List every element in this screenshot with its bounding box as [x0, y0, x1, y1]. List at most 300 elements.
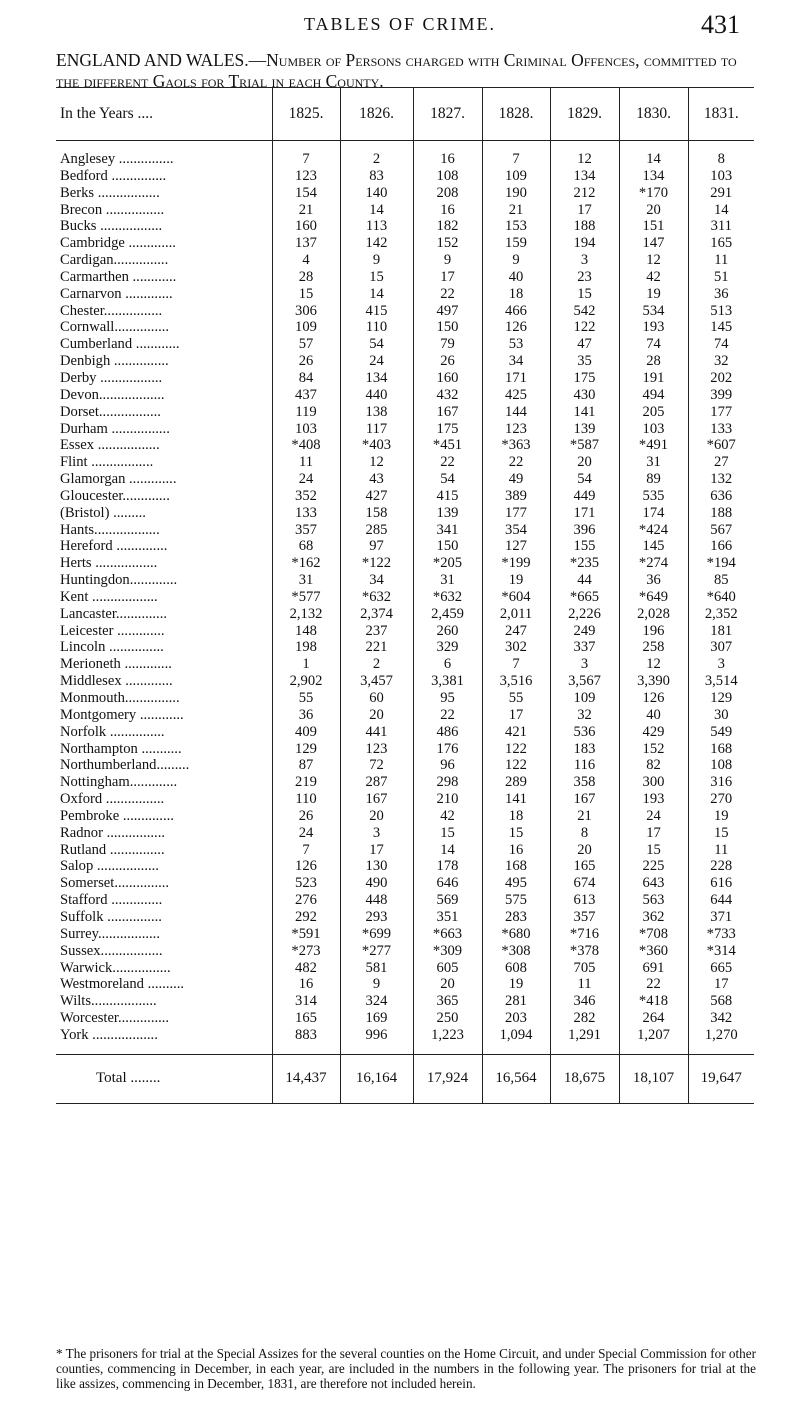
table-cell: 79 — [413, 336, 482, 353]
table-cell: 221 — [340, 639, 413, 656]
table-cell: *451 — [413, 437, 482, 454]
table-cell: 110 — [272, 791, 340, 808]
table-cell: 14 — [413, 842, 482, 859]
table-cell: 883 — [272, 1027, 340, 1044]
table-heading — [56, 50, 756, 92]
table-row — [56, 656, 754, 673]
table-cell: 150 — [413, 319, 482, 336]
table-cell: 181 — [688, 623, 754, 640]
table-cell: 7 — [272, 842, 340, 859]
table-cell: 581 — [340, 960, 413, 977]
table-cell: *591 — [272, 926, 340, 943]
table-cell: 49 — [482, 471, 550, 488]
table-cell: 22 — [413, 286, 482, 303]
table-cell: 9 — [482, 252, 550, 269]
table-cell: 133 — [688, 421, 754, 438]
table-cell: *663 — [413, 926, 482, 943]
table-cell: 109 — [482, 168, 550, 185]
table-cell: 138 — [340, 404, 413, 421]
table-cell: 177 — [688, 404, 754, 421]
table-cell: 160 — [272, 218, 340, 235]
table-cell: 311 — [688, 218, 754, 235]
table-cell: 35 — [550, 353, 619, 370]
table-cell: 486 — [413, 724, 482, 741]
spacer-row — [56, 141, 754, 152]
table-cell: 139 — [413, 505, 482, 522]
county-name: Derby ................. — [60, 369, 163, 386]
total-label: Total ........ — [56, 1054, 272, 1103]
county-name: Surrey................. — [60, 925, 160, 942]
table-cell: *363 — [482, 437, 550, 454]
table-cell: 608 — [482, 960, 550, 977]
year-header: 1829. — [550, 88, 619, 141]
spacer-row — [56, 1044, 754, 1055]
table-cell: 32 — [688, 353, 754, 370]
table-cell: 40 — [619, 707, 688, 724]
table-cell: 117 — [340, 421, 413, 438]
table-row — [56, 353, 754, 370]
county-name: Worcester.............. — [60, 1010, 170, 1027]
table-cell: 122 — [550, 319, 619, 336]
table-cell: *309 — [413, 943, 482, 960]
table-cell: 441 — [340, 724, 413, 741]
crime-table — [56, 87, 754, 1104]
table-cell: *587 — [550, 437, 619, 454]
table-cell: 191 — [619, 370, 688, 387]
table-cell: 160 — [413, 370, 482, 387]
table-cell: 691 — [619, 960, 688, 977]
table-cell: 177 — [482, 505, 550, 522]
table-cell: *699 — [340, 926, 413, 943]
table-cell: *649 — [619, 589, 688, 606]
table-row — [56, 252, 754, 269]
table-cell: 11 — [550, 976, 619, 993]
county-name: Cumberland ............ — [60, 336, 180, 353]
table-cell: 24 — [272, 471, 340, 488]
table-row — [56, 842, 754, 859]
county-name: Nottingham............. — [60, 774, 178, 791]
table-cell: 31 — [619, 454, 688, 471]
table-cell: 137 — [272, 235, 340, 252]
table-cell: *604 — [482, 589, 550, 606]
table-cell: 430 — [550, 387, 619, 404]
table-cell: 298 — [413, 774, 482, 791]
total-cell: 16,164 — [340, 1054, 413, 1103]
table-cell: 54 — [340, 336, 413, 353]
county-name: Leicester ............. — [60, 622, 165, 639]
table-cell: 2,459 — [413, 606, 482, 623]
table-cell: 108 — [688, 757, 754, 774]
table-cell: 7 — [482, 656, 550, 673]
table-cell: 425 — [482, 387, 550, 404]
table-cell: *273 — [272, 943, 340, 960]
table-cell: 167 — [340, 791, 413, 808]
table-cell: 1 — [272, 656, 340, 673]
table-row — [56, 572, 754, 589]
table-cell: 97 — [340, 538, 413, 555]
table-cell: 14 — [340, 202, 413, 219]
table-cell: 154 — [272, 185, 340, 202]
table-cell: 365 — [413, 993, 482, 1010]
county-name: Herts ................. — [60, 555, 158, 572]
table-cell: 159 — [482, 235, 550, 252]
table-row — [56, 454, 754, 471]
table-cell: 482 — [272, 960, 340, 977]
table-cell: 27 — [688, 454, 754, 471]
county-name: Merioneth ............. — [60, 656, 172, 673]
table-cell: 188 — [550, 218, 619, 235]
table-cell: 371 — [688, 909, 754, 926]
table-cell: 123 — [340, 741, 413, 758]
table-cell: 3,390 — [619, 673, 688, 690]
table-row — [56, 336, 754, 353]
header-row — [56, 88, 754, 141]
table-cell: 210 — [413, 791, 482, 808]
year-header: 1831. — [688, 88, 754, 141]
table-cell: *308 — [482, 943, 550, 960]
table-cell: 57 — [272, 336, 340, 353]
table-row — [56, 370, 754, 387]
table-cell: 133 — [272, 505, 340, 522]
year-header: 1825. — [272, 88, 340, 141]
table-cell: 674 — [550, 875, 619, 892]
total-row — [56, 1054, 754, 1103]
table-row — [56, 858, 754, 875]
table-cell: 23 — [550, 269, 619, 286]
table-cell: 12 — [340, 454, 413, 471]
county-name: Durham ................ — [60, 420, 170, 437]
table-cell: 523 — [272, 875, 340, 892]
table-row — [56, 909, 754, 926]
table-cell: 14 — [619, 151, 688, 168]
table-cell: 291 — [688, 185, 754, 202]
table-cell: 83 — [340, 168, 413, 185]
county-name: Anglesey ............... — [60, 151, 174, 167]
table-cell: 103 — [688, 168, 754, 185]
table-cell: 145 — [619, 538, 688, 555]
table-cell: 36 — [272, 707, 340, 724]
table-cell: 147 — [619, 235, 688, 252]
table-cell: 17 — [413, 269, 482, 286]
table-cell: 409 — [272, 724, 340, 741]
table-cell: 208 — [413, 185, 482, 202]
table-cell: 6 — [413, 656, 482, 673]
table-cell: 300 — [619, 774, 688, 791]
table-cell: 287 — [340, 774, 413, 791]
table-cell: 19 — [482, 572, 550, 589]
table-row — [56, 707, 754, 724]
table-cell: 2,374 — [340, 606, 413, 623]
county-name: Flint ................. — [60, 454, 154, 471]
county-name: Monmouth............... — [60, 690, 180, 706]
table-cell: 153 — [482, 218, 550, 235]
table-cell: 448 — [340, 892, 413, 909]
table-row — [56, 960, 754, 977]
table-cell: 429 — [619, 724, 688, 741]
table-cell: 129 — [272, 741, 340, 758]
table-cell: 8 — [550, 825, 619, 842]
running-head — [0, 10, 800, 40]
table-cell: 36 — [619, 572, 688, 589]
table-cell: 42 — [413, 808, 482, 825]
year-header: 1828. — [482, 88, 550, 141]
table-row — [56, 1010, 754, 1027]
table-cell: 126 — [272, 858, 340, 875]
table-cell: 175 — [413, 421, 482, 438]
table-cell: 110 — [340, 319, 413, 336]
table-cell: 74 — [688, 336, 754, 353]
table-cell: *162 — [272, 555, 340, 572]
table-cell: 198 — [272, 639, 340, 656]
county-name: Northumberland......... — [60, 757, 190, 774]
table-cell: 497 — [413, 303, 482, 320]
table-cell: 249 — [550, 623, 619, 640]
table-cell: 20 — [340, 707, 413, 724]
table-cell: 306 — [272, 303, 340, 320]
table-cell: 354 — [482, 522, 550, 539]
table-cell: 55 — [482, 690, 550, 707]
table-cell: 36 — [688, 286, 754, 303]
county-name: Kent .................. — [60, 588, 158, 605]
table-cell: 142 — [340, 235, 413, 252]
county-name: Bucks ................. — [60, 218, 163, 235]
table-row — [56, 437, 754, 454]
table-cell: 3 — [550, 656, 619, 673]
table-cell: 26 — [413, 353, 482, 370]
table-cell: *314 — [688, 943, 754, 960]
table-cell: 19 — [619, 286, 688, 303]
heading-text: —Number of Persons charged with Criminal Offences, committed to the different Gaols for Trial in each County. — [56, 50, 737, 91]
table-cell: 168 — [482, 858, 550, 875]
table-cell: 996 — [340, 1027, 413, 1044]
table-cell: *632 — [413, 589, 482, 606]
table-cell: 9 — [413, 252, 482, 269]
total-cell: 14,437 — [272, 1054, 340, 1103]
table-cell: 34 — [482, 353, 550, 370]
table-cell: 2,352 — [688, 606, 754, 623]
table-cell: 193 — [619, 791, 688, 808]
table-cell: 85 — [688, 572, 754, 589]
table-row — [56, 488, 754, 505]
table-cell: 22 — [619, 976, 688, 993]
county-name: Norfolk ............... — [60, 723, 165, 740]
table-cell: 260 — [413, 623, 482, 640]
table-cell: 276 — [272, 892, 340, 909]
table-cell: 2,902 — [272, 673, 340, 690]
table-cell: 203 — [482, 1010, 550, 1027]
table-cell: 20 — [550, 842, 619, 859]
table-cell: 440 — [340, 387, 413, 404]
table-row — [56, 791, 754, 808]
table-cell: 103 — [619, 421, 688, 438]
table-row — [56, 1027, 754, 1044]
table-cell: 129 — [688, 690, 754, 707]
table-cell: 575 — [482, 892, 550, 909]
table-cell: *403 — [340, 437, 413, 454]
table-cell: *708 — [619, 926, 688, 943]
table-cell: 3,457 — [340, 673, 413, 690]
table-cell: 535 — [619, 488, 688, 505]
table-row — [56, 185, 754, 202]
table-cell: 60 — [340, 690, 413, 707]
county-name: Sussex................. — [60, 942, 163, 959]
county-name: Devon.................. — [60, 386, 165, 403]
table-cell: 17 — [688, 976, 754, 993]
county-name: Berks ................. — [60, 184, 160, 201]
table-cell: 329 — [413, 639, 482, 656]
table-cell: 212 — [550, 185, 619, 202]
table-cell: 12 — [550, 151, 619, 168]
table-cell: *277 — [340, 943, 413, 960]
table-cell: 15 — [550, 286, 619, 303]
table-cell: 113 — [340, 218, 413, 235]
county-name: Pembroke .............. — [60, 807, 174, 824]
table-cell: 44 — [550, 572, 619, 589]
table-cell: 285 — [340, 522, 413, 539]
table-cell: 18 — [482, 286, 550, 303]
table-cell: 130 — [340, 858, 413, 875]
table-cell: 415 — [413, 488, 482, 505]
table-cell: 2,028 — [619, 606, 688, 623]
table-row — [56, 808, 754, 825]
table-cell: 82 — [619, 757, 688, 774]
table-cell: 358 — [550, 774, 619, 791]
table-cell: 490 — [340, 875, 413, 892]
table-cell: 141 — [482, 791, 550, 808]
table-row — [56, 690, 754, 707]
table-cell: 643 — [619, 875, 688, 892]
table-cell: 116 — [550, 757, 619, 774]
table-cell: 12 — [619, 656, 688, 673]
table-cell: 196 — [619, 623, 688, 640]
table-cell: 2,132 — [272, 606, 340, 623]
table-cell: 225 — [619, 858, 688, 875]
table-cell: 7 — [272, 151, 340, 168]
county-name: York .................. — [60, 1026, 158, 1043]
county-name: (Bristol) ......... — [60, 504, 146, 521]
table-cell: 605 — [413, 960, 482, 977]
table-cell: 126 — [619, 690, 688, 707]
table-row — [56, 892, 754, 909]
table-row — [56, 151, 754, 168]
table-row — [56, 774, 754, 791]
table-cell: 567 — [688, 522, 754, 539]
table-row — [56, 639, 754, 656]
table-cell: 95 — [413, 690, 482, 707]
table-cell: *418 — [619, 993, 688, 1010]
table-cell: 150 — [413, 538, 482, 555]
table-cell: 28 — [272, 269, 340, 286]
county-name: Lancaster.............. — [60, 605, 167, 622]
table-cell: 89 — [619, 471, 688, 488]
table-cell: 542 — [550, 303, 619, 320]
table-cell: 132 — [688, 471, 754, 488]
table-cell: 134 — [550, 168, 619, 185]
table-cell: 449 — [550, 488, 619, 505]
table-cell: 168 — [688, 741, 754, 758]
table-cell: 421 — [482, 724, 550, 741]
county-name: Wilts.................. — [60, 993, 157, 1010]
table-cell: 32 — [550, 707, 619, 724]
table-cell: 11 — [688, 842, 754, 859]
table-cell: 15 — [413, 825, 482, 842]
table-cell: 30 — [688, 707, 754, 724]
table-cell: 165 — [272, 1010, 340, 1027]
table-cell: 3,381 — [413, 673, 482, 690]
table-cell: 205 — [619, 404, 688, 421]
county-name: Radnor ................ — [60, 824, 165, 841]
table-cell: 20 — [413, 976, 482, 993]
table-cell: 270 — [688, 791, 754, 808]
table-cell: 21 — [482, 202, 550, 219]
table-cell: 202 — [688, 370, 754, 387]
table-cell: 2 — [340, 656, 413, 673]
total-cell: 17,924 — [413, 1054, 482, 1103]
table-cell: 190 — [482, 185, 550, 202]
table-cell: 171 — [482, 370, 550, 387]
table-cell: 536 — [550, 724, 619, 741]
table-cell: 21 — [550, 808, 619, 825]
table-cell: 3 — [340, 825, 413, 842]
table-row — [56, 976, 754, 993]
table-cell: 109 — [272, 319, 340, 336]
table-cell: 11 — [688, 252, 754, 269]
years-label: In the Years .... — [56, 88, 272, 141]
table-cell: 17 — [550, 202, 619, 219]
table-cell: 1,207 — [619, 1027, 688, 1044]
table-cell: 15 — [619, 842, 688, 859]
table-row — [56, 286, 754, 303]
table-cell: 43 — [340, 471, 413, 488]
table-cell: 122 — [482, 741, 550, 758]
county-name: Huntingdon............. — [60, 572, 178, 589]
table-cell: 15 — [482, 825, 550, 842]
table-cell: 646 — [413, 875, 482, 892]
county-name: Montgomery ............ — [60, 706, 184, 723]
table-cell: 264 — [619, 1010, 688, 1027]
table-row — [56, 168, 754, 185]
table-cell: 139 — [550, 421, 619, 438]
table-cell: 31 — [413, 572, 482, 589]
table-cell: *170 — [619, 185, 688, 202]
year-header: 1827. — [413, 88, 482, 141]
table-cell: 342 — [688, 1010, 754, 1027]
table-cell: 145 — [688, 319, 754, 336]
table-row — [56, 926, 754, 943]
table-cell: 141 — [550, 404, 619, 421]
table-cell: 9 — [340, 976, 413, 993]
table-cell: 40 — [482, 269, 550, 286]
table-cell: 644 — [688, 892, 754, 909]
table-row — [56, 319, 754, 336]
county-name: Brecon ................ — [60, 201, 165, 218]
table-cell: 22 — [482, 454, 550, 471]
table-cell: 18 — [482, 808, 550, 825]
table-cell: 228 — [688, 858, 754, 875]
table-row — [56, 218, 754, 235]
table-cell: 178 — [413, 858, 482, 875]
table-cell: 563 — [619, 892, 688, 909]
county-name: Chester................ — [60, 302, 163, 319]
running-title: TABLES OF CRIME. — [303, 14, 497, 34]
table-cell: 283 — [482, 909, 550, 926]
total-cell: 19,647 — [688, 1054, 754, 1103]
table-row — [56, 303, 754, 320]
table-cell: *577 — [272, 589, 340, 606]
table-cell: 14 — [340, 286, 413, 303]
table-cell: 352 — [272, 488, 340, 505]
table-cell: 437 — [272, 387, 340, 404]
